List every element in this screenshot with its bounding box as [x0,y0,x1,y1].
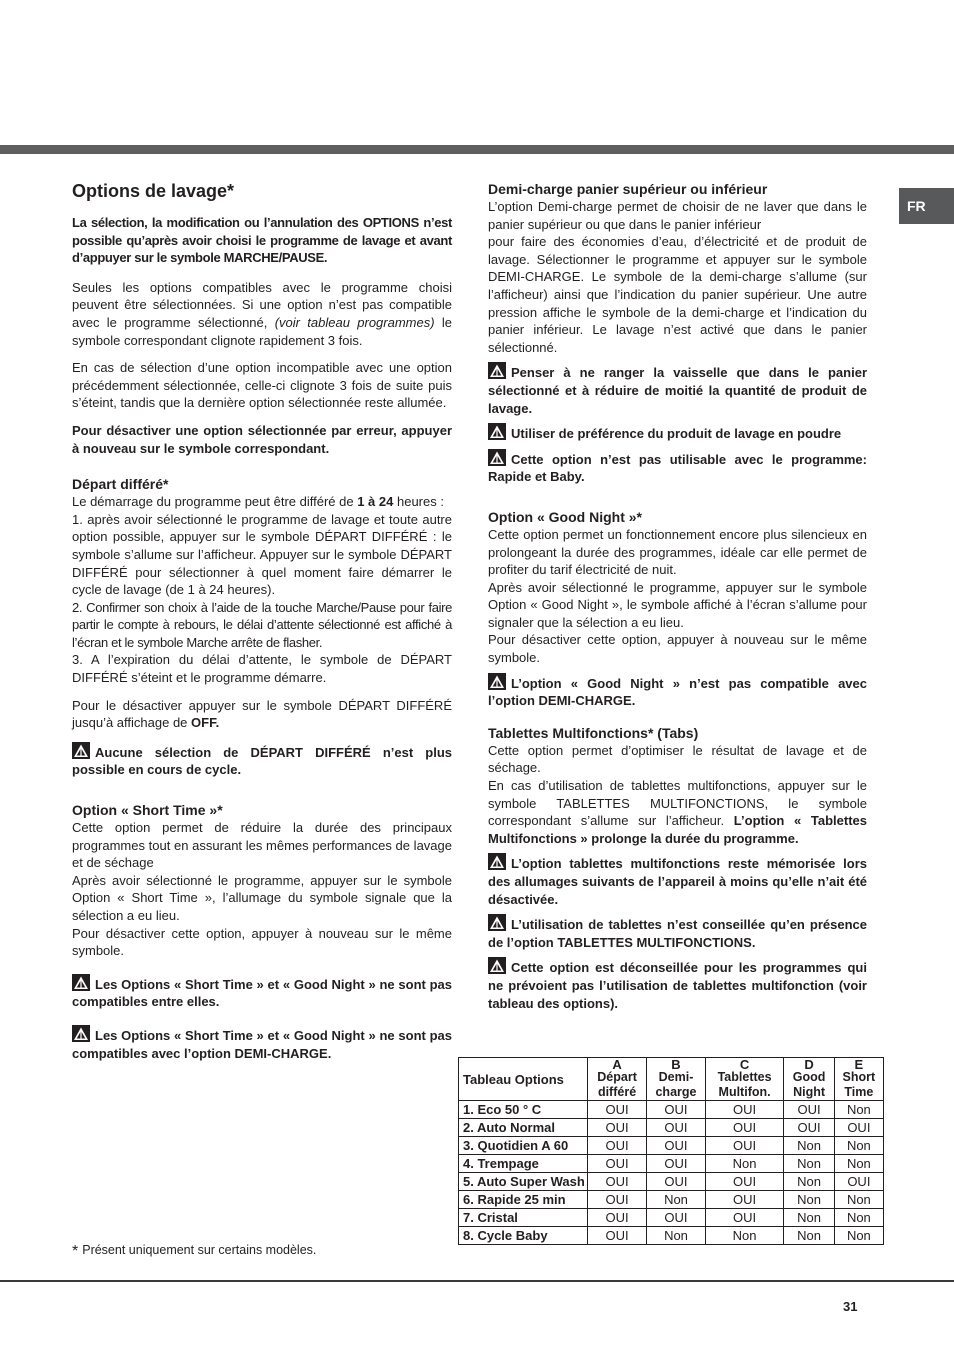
option-value-cell: OUI [834,1119,883,1137]
good-night-p1: Cette option permet un fonctionnement encore plus silencieux en prolongeant la durée des programmes, idéale car elle permet de profiter du tarif électricité de nuit. [488,526,867,578]
tablettes-warning-1-text: L’option tablettes multifonctions reste mémorisée lors des allumages suivants de l’appareil à moins qu’elle n’ait été désactivée. [488,856,867,907]
option-value-cell: OUI [705,1173,784,1191]
table-row [459,1191,884,1209]
depart-warning-text: Aucune sélection de DÉPART DIFFÉRÉ n’est plus possible en cours de cycle. [72,744,452,778]
short-time-warning-1 [72,974,452,1011]
program-name-cell: 8. Cycle Baby [459,1227,588,1245]
program-name-cell: 2. Auto Normal [459,1119,588,1137]
warning-triangle-icon [72,1025,90,1042]
short-time-p1: Cette option permet de réduire la durée des principaux programmes tout en assurant les mêmes performances de lavage et de séchage [72,820,452,871]
option-value-cell: Non [705,1227,784,1245]
compat-text-a: Seules les options compatibles avec le programme choisi peuvent être sélectionnées. Si une option n’est pas compatible avec le programme sélectionné, [72,279,452,330]
option-value-cell: Non [784,1173,834,1191]
column-letter: B [647,1058,705,1071]
option-value-cell: Non [784,1209,834,1227]
option-value-cell: Non [647,1227,705,1245]
warning-triangle-icon [488,423,506,440]
program-name-cell: 6. Rapide 25 min [459,1191,588,1209]
column-letter: A [587,1058,646,1071]
tablettes-heading: Tablettes Multifonctions* (Tabs) [488,724,699,741]
program-name-cell: 3. Quotidien A 60 [459,1137,588,1155]
demi-charge-p1: L’option Demi-charge permet de choisir de ne laver que dans le panier supérieur ou que dans le panier inférieur [488,199,867,232]
option-value-cell: OUI [587,1209,646,1227]
tablettes-warning-3 [488,957,867,1012]
column-header: Tablettes Multifon. [705,1070,784,1101]
depart-differe-heading: Départ différé* [72,476,169,493]
tablettes-warning-3-text: Cette option est déconseillée pour les programmes qui ne prévoient pas l’utilisation de tablettes multifonction (voir tableau des options). [488,960,867,1011]
option-value-cell: Non [834,1137,883,1155]
table-row [459,1119,884,1137]
option-value-cell: OUI [587,1191,646,1209]
page-title: Options de lavage* [72,181,235,201]
column-header: Short Time [834,1070,883,1101]
table-row [459,1137,884,1155]
tablettes-warning-2 [488,914,867,951]
tablettes-warning-2-text: L’utilisation de tablettes n’est conseillée qu’en présence de l’option TABLETTES MULTIFONCTIONS. [488,917,867,950]
demi-charge-warning-1-text: Penser à ne ranger la vaisselle que dans le panier sélectionné et à réduire de moitié la quantité de produit de lavage. [488,365,867,416]
column-letter: D [784,1058,834,1071]
demi-charge-warning-2-text: Utiliser de préférence du produit de lavage en poudre [511,426,842,442]
depart-intro-bold: 1 à 24 [357,494,394,510]
warning-triangle-icon [72,742,90,759]
short-time-p2: Après avoir sélectionné le programme, appuyer sur le symbole Option « Short Time », l’allumage du symbole signale que la sélection a eu lieu. [72,872,452,923]
demi-charge-warning-3 [488,449,867,486]
option-value-cell: Non [784,1191,834,1209]
table-row [459,1155,884,1173]
option-value-cell: OUI [647,1209,705,1227]
option-value-cell: OUI [587,1119,646,1137]
warning-triangle-icon [488,853,506,870]
table-body [459,1101,884,1245]
table-row [459,1209,884,1227]
language-tab: FR [899,188,954,224]
option-value-cell: OUI [647,1173,705,1191]
option-value-cell: Non [705,1155,784,1173]
page-number: 31 [843,1299,858,1314]
footnote-star: * [72,1243,79,1260]
short-time-warning-2 [72,1025,452,1062]
footnote-text: Présent uniquement sur certains modèles. [82,1243,317,1257]
compat-paragraph [72,279,452,349]
program-name-cell: 5. Auto Super Wash [459,1173,588,1191]
good-night-warning [488,673,867,710]
good-night-heading: Option « Good Night »* [488,508,642,525]
demi-charge-heading: Demi-charge panier supérieur ou inférieur [488,181,768,197]
table-letter-row [459,1058,884,1071]
depart-intro-b: heures : [393,494,444,510]
column-letter: E [834,1058,883,1071]
depart-off-paragraph [72,697,452,732]
demi-charge-warning-3-text: Cette option n’est pas utilisable avec le programme: Rapide et Baby. [488,451,867,485]
incompat-paragraph: En cas de sélection d’une option incompatible avec une option précédemment sélectionnée, celle-ci clignote 3 fois de suite puis s’éteint, tandis que la dernière option sélectionnée reste allumée. [72,360,452,411]
option-value-cell: OUI [705,1191,784,1209]
good-night-warning-text: L’option « Good Night » n’est pas compatible avec l’option DEMI-CHARGE. [488,675,867,709]
program-name-cell: 7. Cristal [459,1209,588,1227]
table-row [459,1173,884,1191]
option-value-cell: Non [834,1209,883,1227]
good-night-p3: Pour désactiver cette option, appuyer à nouveau sur le même symbole. [488,632,867,666]
program-name-cell: 4. Trempage [459,1155,588,1173]
option-value-cell: OUI [647,1137,705,1155]
option-value-cell: OUI [587,1227,646,1245]
option-value-cell: OUI [705,1137,784,1155]
column-header: Good Night [784,1070,834,1101]
demi-charge-warning-1 [488,362,867,417]
left-column [72,178,452,1062]
option-value-cell: Non [647,1191,705,1209]
option-value-cell: Non [834,1101,883,1119]
compat-text-b: le symbole correspondant clignote rapidement 3 fois. [72,314,452,348]
depart-step-3: 3. A l’expiration du délai d’attente, le symbole de DÉPART DIFFÉRÉ s’éteint et le programme démarre. [72,652,452,686]
table-row [459,1227,884,1245]
demi-charge-p2: pour faire des économies d’eau, d’électricité et de produit de lavage. Sélectionner le programme et appuyer sur le symbole DEMI-CHARGE. Le symbole de la demi-charge s’allume (sur l’afficheur) ainsi que l’indication du panier supérieur. Une autre pression affiche le symbole de la demi-charge et l’indication du panier inférieur. Le lavage n’est activé que dans le panier sélectionné. [488,234,867,355]
tablettes-warning-1 [488,853,867,908]
option-value-cell: OUI [647,1101,705,1119]
warning-triangle-icon [488,957,506,974]
option-value-cell: OUI [647,1155,705,1173]
depart-warning [72,742,452,779]
tablettes-p2-bold: L’option « Tablettes Multifonctions » prolonge la durée du programme. [488,813,867,846]
column-header: Demi-charge [647,1070,705,1101]
tablettes-p2-a: En cas d’utilisation de tablettes multifonctions, appuyer sur le symbole TABLETTES MULTIFONCTIONS, le symbole correspondant s’allume sur l’afficheur. [488,778,867,829]
short-time-warning-1-text: Les Options « Short Time » et « Good Night » ne sont pas compatibles entre elles. [72,976,452,1010]
program-name-cell: 1. Eco 50 ° C [459,1101,588,1119]
option-value-cell: OUI [705,1101,784,1119]
option-value-cell: OUI [784,1101,834,1119]
column-header: Départ différé [587,1070,646,1101]
warning-triangle-icon [488,673,506,690]
option-value-cell: OUI [705,1119,784,1137]
deselect-paragraph: Pour désactiver une option sélectionnée par erreur, appuyer à nouveau sur le symbole correspondant. [72,422,452,456]
depart-step-2: 2. Confirmer son choix à l’aide de la touche Marche/Pause pour faire partir le compte à rebours, le délai d’attente sélectionné est affiché à l’écran et le symbole Marche arrête de flasher. [72,599,452,650]
depart-intro [72,493,452,511]
top-rule [0,145,954,154]
option-value-cell: Non [834,1227,883,1245]
option-value-cell: OUI [587,1173,646,1191]
option-value-cell: Non [834,1191,883,1209]
option-value-cell: Non [784,1155,834,1173]
short-time-heading: Option « Short Time »* [72,802,223,819]
tablettes-p1: Cette option permet d’optimiser le résultat de lavage et de séchage. [488,742,867,776]
depart-off-a: Pour le désactiver appuyer sur le symbole DÉPART DIFFÉRÉ jusqu’à affichage de [72,697,452,731]
option-value-cell: OUI [587,1137,646,1155]
option-value-cell: OUI [784,1119,834,1137]
option-value-cell: Non [784,1227,834,1245]
depart-off-bold: OFF. [191,715,220,731]
intro-bold-paragraph: La sélection, la modification ou l’annulation des OPTIONS n’est possible qu’après avoir choisi le programme de lavage et avant d’appuyer sur le symbole MARCHE/PAUSE. [72,215,452,266]
depart-step-1: 1. après avoir sélectionné le programme de lavage et toute autre option possible, appuyer sur le symbole DÉPART DIFFÉRÉ : le symbole s’allume sur l’afficheur. Appuyer sur le symbole DÉPART DIFFÉRÉ pour sélectionner à quel moment faire démarrer le cycle de lavage (de 1 à 24 heures). [72,511,452,598]
option-value-cell: OUI [705,1209,784,1227]
warning-triangle-icon [488,362,506,379]
column-letter: C [705,1058,784,1071]
short-time-warning-2-text: Les Options « Short Time » et « Good Night » ne sont pas compatibles avec l’option DEMI-CHARGE. [72,1027,452,1061]
warning-triangle-icon [488,914,506,931]
warning-triangle-icon [488,449,506,466]
option-value-cell: Non [834,1155,883,1173]
short-time-p3: Pour désactiver cette option, appuyer à nouveau sur le même symbole. [72,925,452,959]
tablettes-p2 [488,777,867,847]
warning-triangle-icon [72,974,90,991]
option-value-cell: OUI [834,1173,883,1191]
right-column [488,180,867,1012]
bottom-rule [0,1280,954,1282]
options-table [458,1057,884,1245]
compat-text-italic: (voir tableau programmes) [274,314,435,330]
option-value-cell: Non [784,1137,834,1155]
option-value-cell: OUI [587,1155,646,1173]
good-night-p2: Après avoir sélectionné le programme, appuyer sur le symbole Option « Good Night », le symbole affiché à l’écran s’allume pour signaler que la sélection a eu lieu. [488,579,867,630]
demi-charge-warning-2 [488,423,867,443]
table-row [459,1101,884,1119]
footnote [72,1243,316,1261]
option-value-cell: OUI [587,1101,646,1119]
option-value-cell: OUI [647,1119,705,1137]
depart-intro-a: Le démarrage du programme peut être différé de [72,494,358,510]
table-corner-label: Tableau Options [459,1058,588,1101]
